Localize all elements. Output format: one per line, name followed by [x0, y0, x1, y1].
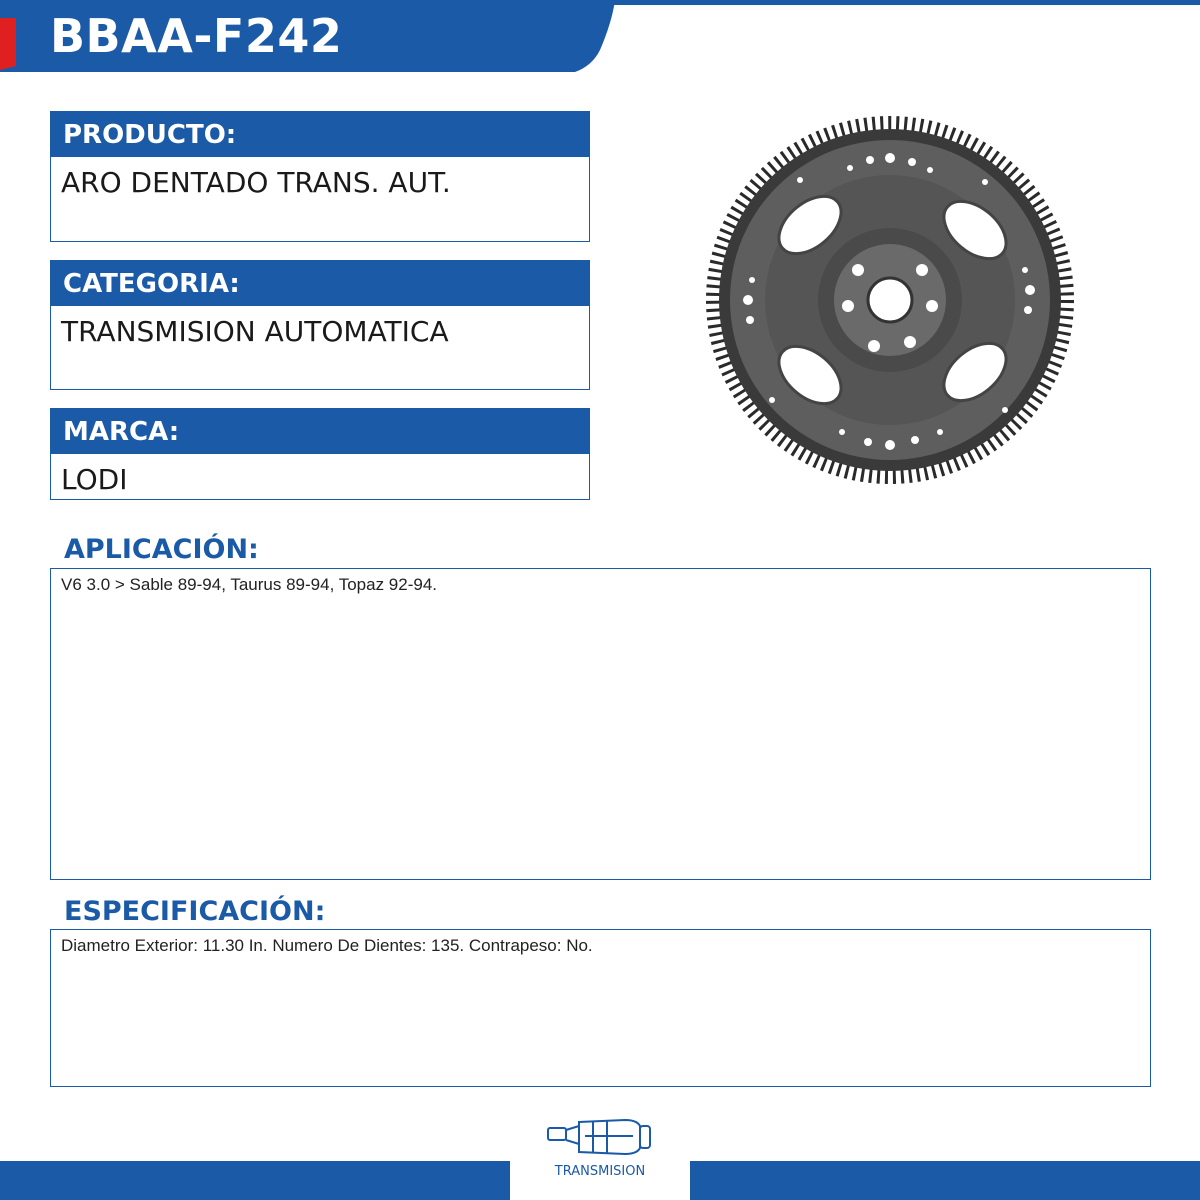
especificacion-box [50, 929, 1151, 1087]
aplicacion-text: V6 3.0 > Sable 89-94, Taurus 89-94, Topaz 92-94. [61, 575, 438, 594]
producto-label: PRODUCTO: [50, 111, 590, 157]
aplicacion-title: APLICACIÓN: [64, 534, 259, 565]
especificacion-title: ESPECIFICACIÓN: [64, 896, 326, 927]
especificacion-text: Diametro Exterior: 11.30 In. Numero De Dientes: 135. Contrapeso: No. [61, 936, 593, 955]
flexplate-image [700, 110, 1080, 490]
marca-field [50, 408, 590, 500]
part-code-title: BBAA-F242 [50, 9, 343, 63]
categoria-label: CATEGORIA: [50, 260, 590, 306]
marca-label: MARCA: [50, 408, 590, 454]
categoria-field [50, 260, 590, 390]
marca-value: LODI [50, 454, 590, 500]
transmission-icon [545, 1114, 657, 1160]
aplicacion-box [50, 568, 1151, 880]
transmission-label: TRANSMISION [554, 1164, 646, 1179]
producto-value: ARO DENTADO TRANS. AUT. [50, 157, 590, 242]
categoria-value: TRANSMISION AUTOMATICA [50, 306, 590, 390]
producto-field [50, 111, 590, 242]
